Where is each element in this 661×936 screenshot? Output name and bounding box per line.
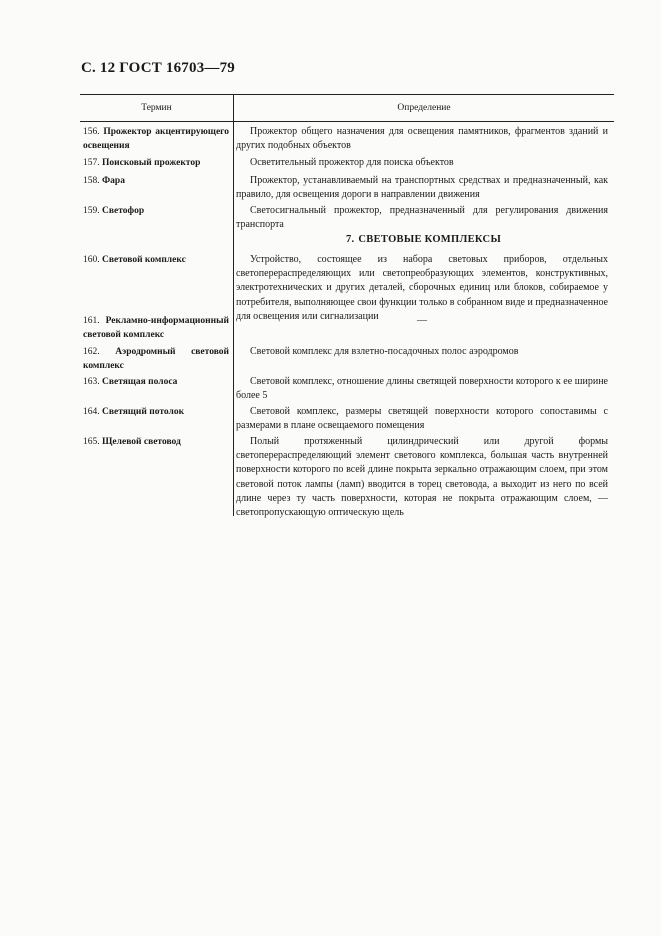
term-number: 163. bbox=[83, 377, 100, 387]
term-name: Светящий потолок bbox=[102, 407, 185, 417]
term-name: Прожектор акцентирующего освещения bbox=[83, 127, 229, 151]
term-156 bbox=[83, 125, 229, 153]
term-162 bbox=[83, 345, 229, 373]
term-160 bbox=[83, 253, 229, 267]
definition-157: Осветительный прожектор для поиска объектов bbox=[250, 157, 454, 168]
term-number: 159. bbox=[83, 206, 100, 216]
term-159 bbox=[83, 204, 229, 218]
term-number: 160. bbox=[83, 255, 100, 265]
column-divider bbox=[233, 94, 234, 516]
term-165 bbox=[83, 435, 229, 449]
term-name: Аэродромный световой комплекс bbox=[83, 347, 229, 371]
term-164 bbox=[83, 405, 229, 419]
term-name: Световой комплекс bbox=[102, 255, 186, 265]
definition-160: Устройство, состоящее из набора световых приборов, отдельных светоперераспределяющих или светопреобразующих элементов, конструктивных, электротехнических и других деталей, сборочных единиц или блоков, собираемое у потребителя, выполняющее свои функции только в собранном виде и предназначенное для освещения или сигнализации bbox=[236, 254, 608, 322]
term-name: Поисковый прожектор bbox=[102, 158, 201, 168]
term-158 bbox=[83, 174, 229, 188]
table-top-rule bbox=[80, 94, 614, 95]
term-157 bbox=[83, 156, 229, 170]
term-name: Щелевой световод bbox=[102, 437, 181, 447]
term-name: Фара bbox=[102, 176, 125, 186]
term-number: 161. bbox=[83, 316, 100, 326]
term-name: Светящая полоса bbox=[102, 377, 178, 387]
term-number: 157. bbox=[83, 158, 100, 168]
definition-159: Светосигнальный прожектор, предназначенный для регулирования движения транспорта bbox=[236, 205, 608, 231]
column-header-definition: Определение bbox=[397, 103, 451, 113]
term-number: 165. bbox=[83, 437, 100, 447]
definition-156: Прожектор общего назначения для освещения памятников, фрагментов зданий и других подобных объектов bbox=[236, 126, 608, 152]
definition-165: Полый протяженный цилиндрический или другой формы светоперераспределяющий элемент светового комплекса, большая часть внутренней поверхности которого по всей длине покрыта зеркально отражающим слоем, при этом световой поток лампы (ламп) вводится в торец световода, а выходит из него по всей длине через ту часть поверхности, которая не покрыта отражающим слоем, — светопропускающую оптическую щель bbox=[236, 436, 608, 519]
term-161 bbox=[83, 314, 229, 342]
term-163 bbox=[83, 375, 229, 389]
term-number: 164. bbox=[83, 407, 100, 417]
definition-161: — bbox=[417, 315, 427, 326]
term-number: 156. bbox=[83, 127, 100, 137]
section-number: 7. bbox=[345, 234, 355, 245]
column-header-term: Термин bbox=[141, 103, 172, 113]
definition-164: Световой комплекс, размеры светящей поверхности которого сопоставимы с размерами в плане освещаемого помещения bbox=[236, 406, 608, 432]
term-number: 158. bbox=[83, 176, 100, 186]
term-number: 162. bbox=[83, 347, 100, 357]
term-name: Рекламно-информационный световой комплекс bbox=[83, 316, 229, 340]
section-heading bbox=[233, 234, 614, 245]
definition-158: Прожектор, устанавливаемый на транспортных средствах и предназначенный, как правило, для освещения дороги в направлении движения bbox=[236, 175, 608, 201]
term-name: Светофор bbox=[102, 206, 145, 216]
page-header: С. 12 ГОСТ 16703—79 bbox=[81, 60, 235, 76]
section-title-text: СВЕТОВЫЕ КОМПЛЕКСЫ bbox=[358, 234, 502, 245]
definition-163: Световой комплекс, отношение длины светящей поверхности которого к ее ширине более 5 bbox=[236, 376, 608, 402]
definition-162: Световой комплекс для взлетно-посадочных полос аэродромов bbox=[250, 346, 519, 357]
table-header-rule bbox=[80, 121, 614, 122]
